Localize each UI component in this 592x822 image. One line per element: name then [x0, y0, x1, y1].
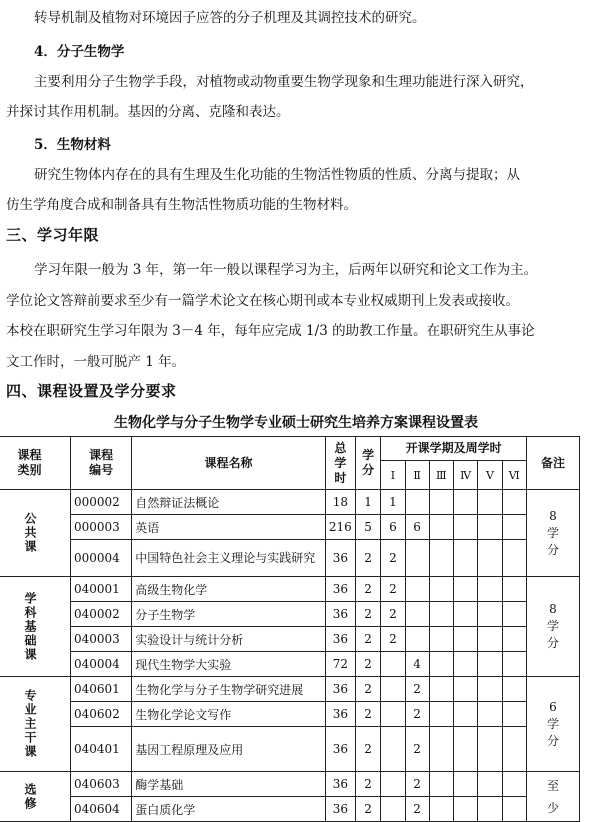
part-3-line-2: 学位论文答辩前要求至少有一篇学术论文在核心期刊或本专业权威期刊上发表或接收。	[6, 293, 519, 309]
table-row	[0, 652, 580, 677]
table-row	[0, 490, 580, 515]
term-3: Ⅲ	[429, 461, 453, 490]
header-category: 课程类别	[0, 437, 71, 490]
section-5-heading: 5．生物材料	[34, 137, 111, 153]
course-code: 000004	[71, 540, 132, 577]
table-row	[0, 577, 580, 602]
course-code: 040603	[71, 772, 132, 797]
course-name: 酶学基础	[132, 772, 326, 797]
term-2-hours	[405, 490, 429, 515]
part-4-heading: 四、课程设置及学分要求	[6, 382, 177, 400]
category-cell: 公共课	[0, 490, 71, 577]
section-4-line-2: 并探讨其作用机制。基因的分离、克隆和表达。	[6, 104, 290, 120]
category-cell: 学科基础课	[0, 577, 71, 677]
course-credits: 1	[355, 490, 381, 515]
term-1-hours	[381, 727, 405, 772]
term-1-hours	[381, 772, 405, 797]
table-row	[0, 702, 580, 727]
remark-cell: 8学分	[526, 490, 579, 577]
part-3-line-4: 文工作时，一般可脱产 1 年。	[6, 354, 186, 370]
course-credits: 2	[355, 577, 381, 602]
table-row	[0, 540, 580, 577]
part-3-line-3: 本校在职研究生学习年限为 3－4 年，每年应完成 1/3 的助教工作量。在职研究生从事论	[6, 323, 535, 339]
header-semesters: 开课学期及周学时	[381, 437, 527, 461]
category-cell: 选修	[0, 772, 71, 822]
course-code: 000002	[71, 490, 132, 515]
course-hours: 18	[325, 490, 355, 515]
header-name: 课程名称	[132, 437, 326, 490]
term-2-hours: 2	[405, 702, 429, 727]
course-credits: 2	[355, 540, 381, 577]
course-code: 040002	[71, 602, 132, 627]
term-2-hours: 2	[405, 772, 429, 797]
course-name: 自然辩证法概论	[132, 490, 326, 515]
course-name: 实验设计与统计分析	[132, 627, 326, 652]
term-2-hours: 2	[405, 677, 429, 702]
term-2-hours: 4	[405, 652, 429, 677]
course-hours: 36	[325, 577, 355, 602]
table-row	[0, 797, 580, 822]
term-1-hours	[381, 652, 405, 677]
course-hours: 36	[325, 627, 355, 652]
term-4: Ⅳ	[453, 461, 477, 490]
table-row	[0, 772, 580, 797]
term-1-hours: 6	[381, 515, 405, 540]
term-2-hours: 2	[405, 797, 429, 822]
term-2-hours: 2	[405, 727, 429, 772]
term-5: Ⅴ	[478, 461, 502, 490]
course-code: 040003	[71, 627, 132, 652]
header-code: 课程编号	[71, 437, 132, 490]
course-hours: 36	[325, 677, 355, 702]
table-row	[0, 602, 580, 627]
course-credits: 2	[355, 797, 381, 822]
course-credits: 2	[355, 627, 381, 652]
remark-cell: 8学分	[526, 577, 579, 677]
table-row	[0, 515, 580, 540]
part-3-heading: 三、学习年限	[6, 226, 100, 244]
table-caption: 生物化学与分子生物学专业硕士研究生培养方案课程设置表	[114, 415, 478, 431]
course-hours: 36	[325, 540, 355, 577]
term-2-hours	[405, 602, 429, 627]
course-code: 000003	[71, 515, 132, 540]
course-code: 040604	[71, 797, 132, 822]
course-name: 现代生物学大实验	[132, 652, 326, 677]
course-hours: 36	[325, 602, 355, 627]
term-1-hours	[381, 797, 405, 822]
intro-line: 转导机制及植物对环境因子应答的分子机理及其调控技术的研究。	[34, 10, 426, 26]
course-credits: 2	[355, 727, 381, 772]
table-header-row	[0, 437, 580, 461]
course-credits: 2	[355, 677, 381, 702]
course-hours: 36	[325, 727, 355, 772]
term-1-hours: 2	[381, 540, 405, 577]
course-credits: 2	[355, 602, 381, 627]
term-1-hours: 2	[381, 577, 405, 602]
table-row	[0, 727, 580, 772]
term-6: Ⅵ	[502, 461, 526, 490]
course-hours: 72	[325, 652, 355, 677]
course-credits: 2	[355, 702, 381, 727]
course-code: 040004	[71, 652, 132, 677]
course-code: 040602	[71, 702, 132, 727]
term-2-hours	[405, 540, 429, 577]
header-credits: 学分	[355, 437, 381, 490]
course-hours: 36	[325, 797, 355, 822]
term-1-hours: 2	[381, 627, 405, 652]
term-2-hours	[405, 627, 429, 652]
part-3-line-1: 学习年限一般为 3 年，第一年一般以课程学习为主，后两年以研究和论文工作为主。	[34, 262, 538, 278]
course-code: 040401	[71, 727, 132, 772]
table-row	[0, 677, 580, 702]
remark-cell: 6学分	[526, 677, 579, 772]
course-credits: 2	[355, 652, 381, 677]
course-name: 生物化学论文写作	[132, 702, 326, 727]
course-name: 蛋白质化学	[132, 797, 326, 822]
term-2-hours: 6	[405, 515, 429, 540]
course-credits: 5	[355, 515, 381, 540]
header-hours: 总学时	[325, 437, 355, 490]
term-1-hours: 2	[381, 602, 405, 627]
course-name: 英语	[132, 515, 326, 540]
section-5-line-2: 仿生学角度合成和制备具有生物活性物质功能的生物材料。	[6, 197, 357, 213]
header-remarks: 备注	[526, 437, 579, 490]
course-credits: 2	[355, 772, 381, 797]
remark-cell: 至少	[526, 772, 579, 822]
term-1-hours	[381, 677, 405, 702]
term-1: Ⅰ	[381, 461, 405, 490]
term-1-hours	[381, 702, 405, 727]
table-row	[0, 627, 580, 652]
course-table	[0, 436, 580, 822]
course-code: 040001	[71, 577, 132, 602]
course-name: 分子生物学	[132, 602, 326, 627]
course-hours: 216	[325, 515, 355, 540]
course-hours: 36	[325, 702, 355, 727]
term-2: Ⅱ	[405, 461, 429, 490]
term-1-hours: 1	[381, 490, 405, 515]
course-hours: 36	[325, 772, 355, 797]
category-cell: 专业主干课	[0, 677, 71, 772]
course-name: 中国特色社会主义理论与实践研究	[132, 540, 326, 577]
course-name: 基因工程原理及应用	[132, 727, 326, 772]
section-4-heading: 4．分子生物学	[34, 44, 125, 60]
course-code: 040601	[71, 677, 132, 702]
section-4-line-1: 主要利用分子生物学手段，对植物或动物重要生物学现象和生理功能进行深入研究，	[34, 74, 534, 90]
course-name: 高级生物化学	[132, 577, 326, 602]
section-5-line-1: 研究生物体内存在的具有生理及生化功能的生物活性物质的性质、分离与提取；从	[34, 167, 520, 183]
course-name: 生物化学与分子生物学研究进展	[132, 677, 326, 702]
term-2-hours	[405, 577, 429, 602]
